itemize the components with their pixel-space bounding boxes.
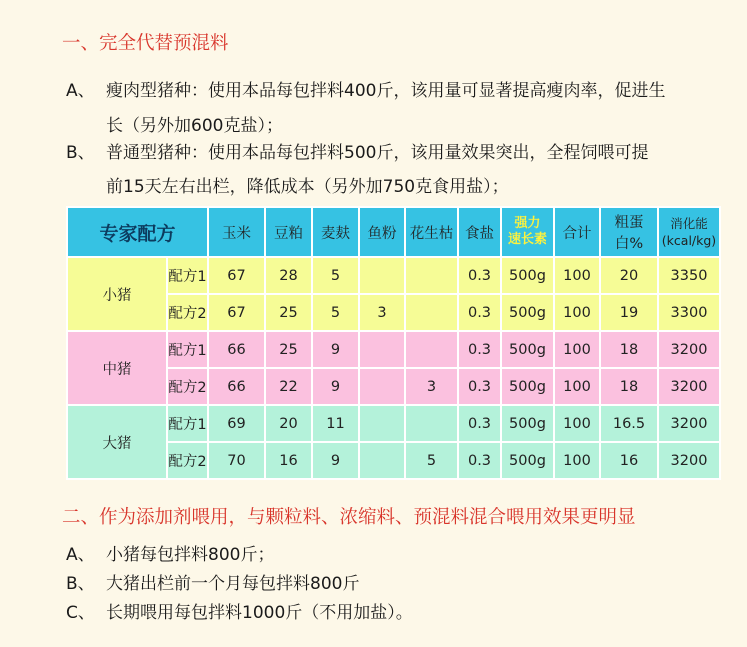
fishmeal-cell xyxy=(359,331,405,368)
header-fishmeal: 鱼粉 xyxy=(359,207,405,257)
fishmeal-cell: 3 xyxy=(359,294,405,331)
table-row xyxy=(67,331,720,368)
salt-cell: 0.3 xyxy=(458,442,501,479)
item-a xyxy=(66,76,665,106)
list-item-text: 长期喂用每包拌料1000斤（不用加盐）。 xyxy=(106,603,413,623)
bran-cell: 9 xyxy=(312,331,359,368)
total-cell: 100 xyxy=(554,442,600,479)
item-a-line1: 瘦肉型猪种：使用本品每包拌料400斤，该用量可显著提高瘦肉率，促进生 xyxy=(106,81,666,101)
protein-cell: 19 xyxy=(600,294,658,331)
header-protein: 粗蛋白% xyxy=(600,207,658,257)
group-mid-pig: 中猪 xyxy=(67,331,167,405)
item-b-line1: 普通型猪种：使用本品每包拌料500斤，该用量效果突出，全程饲喂可提 xyxy=(106,143,649,163)
bran-cell: 5 xyxy=(312,257,359,294)
corn-cell: 66 xyxy=(208,368,265,405)
group-small-pig: 小猪 xyxy=(67,257,167,331)
fishmeal-cell xyxy=(359,257,405,294)
product-cell: 500g xyxy=(501,368,554,405)
list-item xyxy=(66,540,274,570)
total-cell: 100 xyxy=(554,257,600,294)
soymeal-cell: 20 xyxy=(265,405,312,442)
bran-cell: 11 xyxy=(312,405,359,442)
item-a-line2: 长（另外加600克盐）； xyxy=(106,116,283,136)
bran-cell: 9 xyxy=(312,368,359,405)
header-product-line2: 速长素 xyxy=(507,232,547,247)
section1-title: 一、完全代替预混料 xyxy=(62,33,229,54)
protein-cell: 18 xyxy=(600,368,658,405)
energy-cell: 3200 xyxy=(658,368,720,405)
fishmeal-cell xyxy=(359,368,405,405)
product-cell: 500g xyxy=(501,331,554,368)
product-cell: 500g xyxy=(501,405,554,442)
total-cell: 100 xyxy=(554,368,600,405)
corn-cell: 69 xyxy=(208,405,265,442)
header-total: 合计 xyxy=(554,207,600,257)
list-item xyxy=(66,569,359,599)
corn-cell: 67 xyxy=(208,294,265,331)
header-product xyxy=(501,207,554,257)
energy-cell: 3300 xyxy=(658,294,720,331)
peanut-cell xyxy=(405,257,458,294)
salt-cell: 0.3 xyxy=(458,368,501,405)
item-b-label: B、 xyxy=(66,143,95,163)
item-b-line2: 前15天左右出栏，降低成本（另外加750克食用盐）； xyxy=(106,177,509,197)
energy-cell: 3350 xyxy=(658,257,720,294)
list-item-label: A、 xyxy=(66,545,95,565)
soymeal-cell: 25 xyxy=(265,331,312,368)
soymeal-cell: 25 xyxy=(265,294,312,331)
total-cell: 100 xyxy=(554,405,600,442)
item-a-label: A、 xyxy=(66,81,95,101)
soymeal-cell: 16 xyxy=(265,442,312,479)
header-corn: 玉米 xyxy=(208,207,265,257)
energy-cell: 3200 xyxy=(658,405,720,442)
header-soymeal: 豆粕 xyxy=(265,207,312,257)
product-cell: 500g xyxy=(501,294,554,331)
salt-cell: 0.3 xyxy=(458,331,501,368)
header-energy-line2: (kcal/kg) xyxy=(661,233,717,248)
salt-cell: 0.3 xyxy=(458,257,501,294)
list-item xyxy=(66,598,413,628)
peanut-cell xyxy=(405,331,458,368)
soymeal-cell: 28 xyxy=(265,257,312,294)
formula-cell: 配方2 xyxy=(167,442,208,479)
salt-cell: 0.3 xyxy=(458,405,501,442)
corn-cell: 66 xyxy=(208,331,265,368)
table-title: 专家配方 xyxy=(67,207,208,257)
protein-cell: 18 xyxy=(600,331,658,368)
protein-cell: 16.5 xyxy=(600,405,658,442)
peanut-cell xyxy=(405,405,458,442)
fishmeal-cell xyxy=(359,442,405,479)
list-item-label: C、 xyxy=(66,603,95,623)
fishmeal-cell xyxy=(359,405,405,442)
formula-cell: 配方1 xyxy=(167,405,208,442)
list-item-label: B、 xyxy=(66,574,95,594)
total-cell: 100 xyxy=(554,294,600,331)
header-peanut: 花生枯 xyxy=(405,207,458,257)
peanut-cell: 5 xyxy=(405,442,458,479)
energy-cell: 3200 xyxy=(658,442,720,479)
energy-cell: 3200 xyxy=(658,331,720,368)
total-cell: 100 xyxy=(554,331,600,368)
protein-cell: 20 xyxy=(600,257,658,294)
item-b xyxy=(66,138,648,168)
corn-cell: 70 xyxy=(208,442,265,479)
corn-cell: 67 xyxy=(208,257,265,294)
formula-cell: 配方2 xyxy=(167,368,208,405)
header-product-line1: 强力 xyxy=(514,216,541,231)
header-energy xyxy=(658,207,720,257)
peanut-cell: 3 xyxy=(405,368,458,405)
table-row xyxy=(67,257,720,294)
product-cell: 500g xyxy=(501,257,554,294)
salt-cell: 0.3 xyxy=(458,294,501,331)
formula-cell: 配方1 xyxy=(167,331,208,368)
bran-cell: 9 xyxy=(312,442,359,479)
product-cell: 500g xyxy=(501,442,554,479)
expert-formula-table xyxy=(66,206,721,480)
header-bran: 麦麸 xyxy=(312,207,359,257)
soymeal-cell: 22 xyxy=(265,368,312,405)
header-energy-line1: 消化能 xyxy=(670,216,708,231)
peanut-cell xyxy=(405,294,458,331)
list-item-text: 小猪每包拌料800斤； xyxy=(106,545,275,565)
table-row xyxy=(67,405,720,442)
protein-cell: 16 xyxy=(600,442,658,479)
list-item-text: 大猪出栏前一个月每包拌料800斤 xyxy=(106,574,360,594)
section2-title: 二、作为添加剂喂用，与颗粒料、浓缩料、预混料混合喂用效果更明显 xyxy=(62,507,636,528)
bran-cell: 5 xyxy=(312,294,359,331)
formula-cell: 配方2 xyxy=(167,294,208,331)
header-salt: 食盐 xyxy=(458,207,501,257)
table-header-row xyxy=(67,207,720,257)
group-big-pig: 大猪 xyxy=(67,405,167,479)
formula-cell: 配方1 xyxy=(167,257,208,294)
